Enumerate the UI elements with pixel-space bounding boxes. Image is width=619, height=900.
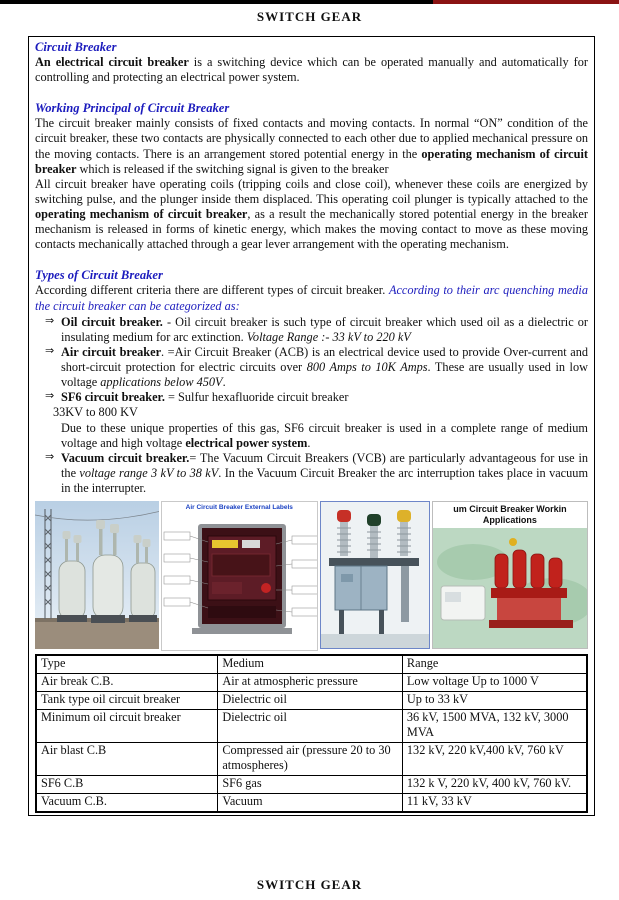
text-run: electrical power system: [185, 435, 308, 450]
types-list: [35, 315, 588, 497]
cell-medium: Vacuum: [218, 794, 403, 813]
cell-range: 11 kV, 33 kV: [402, 794, 587, 813]
cell-medium: SF6 gas: [218, 776, 403, 794]
cell-range: Up to 33 kV: [402, 692, 587, 710]
section-heading-working-principal: Working Principal of Circuit Breaker: [35, 101, 230, 116]
working-principal-paragraph-2: [35, 177, 588, 253]
circuit-breaker-paragraph: [35, 55, 588, 85]
text-run: 800 Amps to 10K Amps: [306, 360, 428, 374]
text-run: According different criteria there are different types of circuit breaker.: [35, 283, 389, 298]
cell-medium: Dielectric oil: [218, 692, 403, 710]
text-run: = The Vacuum Circuit Breakers (VCB) are particularly advantageous for use in the: [61, 450, 589, 480]
table-row: [36, 674, 587, 692]
table-row: [36, 692, 587, 710]
content-box: [28, 36, 595, 816]
cell-type: Air break C.B.: [36, 674, 218, 692]
text-run: applications below 450V: [100, 375, 223, 390]
table-row: [36, 794, 587, 813]
text-run: SF6 circuit breaker.: [61, 390, 165, 405]
figures-row: [35, 501, 588, 651]
cell-range: 36 kV, 1500 MVA, 132 kV, 3000 MVA: [402, 710, 587, 743]
text-run: .: [307, 435, 311, 450]
figure-caption-line: Applications: [482, 514, 537, 525]
text-run: operating mechanism of circuit breaker: [35, 207, 248, 221]
sf6-properties-paragraph: [61, 421, 588, 451]
figure-oil-circuit-breaker-substation-photo: [35, 501, 159, 649]
page-header-title: SWITCH GEAR: [256, 9, 363, 24]
cell-type: Tank type oil circuit breaker: [36, 692, 218, 710]
text-run: , as a result the mechanically stored potential energy in the breaker mechanism is released in forms of kinetic energy, which makes the moving contact to move as these moving contacts mechanically attached through a gear lever arrangement with the operating mechanism.: [35, 207, 588, 252]
arrow-bullet-icon: ⇒: [45, 450, 55, 463]
text-run: voltage range 3 kV to 38 kV: [79, 465, 219, 480]
cell-type: Air blast C.B: [36, 743, 218, 776]
cell-type: Vacuum C.B.: [36, 794, 218, 813]
table-header-row: [36, 655, 587, 674]
text-run: An electrical circuit breaker: [35, 55, 189, 69]
text-run: Oil circuit breaker.: [61, 314, 163, 329]
section-heading-circuit-breaker: Circuit Breaker: [35, 40, 117, 54]
text-run: operating mechanism of circuit breaker: [35, 146, 588, 176]
table-row: [36, 776, 587, 794]
text-run: = Sulfur hexafluoride circuit breaker: [164, 390, 349, 405]
column-header-type: Type: [36, 655, 218, 674]
figure-air-circuit-breaker-labels: [161, 501, 318, 651]
column-header-medium: Medium: [218, 655, 403, 674]
table-row: [36, 710, 587, 743]
figure-outdoor-sf6-breaker-photo: [320, 501, 430, 649]
cell-range: 132 k V, 220 kV, 400 kV, 760 kV.: [402, 776, 587, 794]
figure-caption-line: um Circuit Breaker Workin: [453, 504, 567, 515]
sf6-voltage-line: 33KV to 800 KV: [53, 405, 138, 420]
text-run: - Oil circuit breaker is such type of circuit breaker which used oil as a dielectric or insulating medium for arc extinction.: [61, 314, 588, 344]
arrow-bullet-icon: ⇒: [45, 344, 55, 357]
circuit-breaker-table: [35, 654, 588, 813]
cell-medium: Air at atmospheric pressure: [218, 674, 403, 692]
cell-range: 132 kV, 220 kV,400 kV, 760 kV: [402, 743, 587, 776]
cell-type: Minimum oil circuit breaker: [36, 710, 218, 743]
figure-vacuum-circuit-breaker-applications: [432, 501, 588, 649]
text-run: . =Air Circuit Breaker (ACB) is an electrical device used to provide Over-current and short-circuit protection for electric circuits over: [61, 344, 588, 374]
text-run: Due to these unique properties of this gas, SF6 circuit breaker is used in a complete range of medium voltage and high voltage: [61, 420, 588, 450]
types-intro-paragraph: [35, 283, 588, 313]
working-principal-paragraph-1: [35, 116, 588, 177]
list-item-oil-circuit-breaker: [45, 315, 588, 345]
cell-range: Low voltage Up to 1000 V: [402, 674, 587, 692]
list-item-air-circuit-breaker: [45, 345, 588, 390]
text-run: Air circuit breaker: [61, 344, 162, 359]
page-top-edge-red: [433, 0, 619, 4]
page-footer-title: SWITCH GEAR: [256, 877, 363, 892]
cell-type: SF6 C.B: [36, 776, 218, 794]
section-heading-types: Types of Circuit Breaker: [35, 268, 163, 283]
column-header-range: Range: [402, 655, 587, 674]
cell-medium: Dielectric oil: [218, 710, 403, 743]
list-item-vacuum-circuit-breaker: [45, 451, 588, 496]
table-row: [36, 743, 587, 776]
text-run: .: [222, 375, 226, 390]
text-run: which is released if the switching signal is given to the breaker: [76, 161, 389, 176]
page-top-edge: [0, 0, 619, 4]
text-run: According to their arc quenching media the circuit breaker can be categorized as:: [35, 283, 588, 313]
text-run: Vacuum circuit breaker.: [61, 450, 190, 465]
cell-medium: Compressed air (pressure 20 to 30 atmospheres): [218, 743, 403, 776]
text-run: The circuit breaker mainly consists of fixed contacts and moving contacts. In normal “ON” condition of the circuit breaker, these two contacts are physically connected to each other due to applied mechanical pressure on the moving contacts. There is an arrangement stored potential energy in the: [35, 116, 588, 161]
arrow-bullet-icon: ⇒: [45, 314, 55, 327]
figure-caption: Air Circuit Breaker External Labels: [185, 504, 293, 512]
arrow-bullet-icon: ⇒: [45, 390, 55, 403]
text-run: . These are usually used in low voltage: [61, 360, 588, 390]
text-run: Voltage Range :- 33 kV to 220 kV: [246, 329, 411, 344]
figure-caption: [433, 504, 587, 526]
list-item-sf6-circuit-breaker: [45, 390, 588, 451]
text-run: . In the Vacuum Circuit Breaker the arc interruption takes place in vacuum in the interrupter.: [61, 465, 589, 495]
text-run: is a switching device which can be operated manually and automatically for controlling and protecting an electrical power system.: [35, 55, 588, 85]
text-run: All circuit breaker have operating coils (tripping coils and close coil), whenever these coils are energized by switching pulse, and the plunger inside them displaced. This operating coil plunger is typically attached to the: [35, 176, 588, 206]
